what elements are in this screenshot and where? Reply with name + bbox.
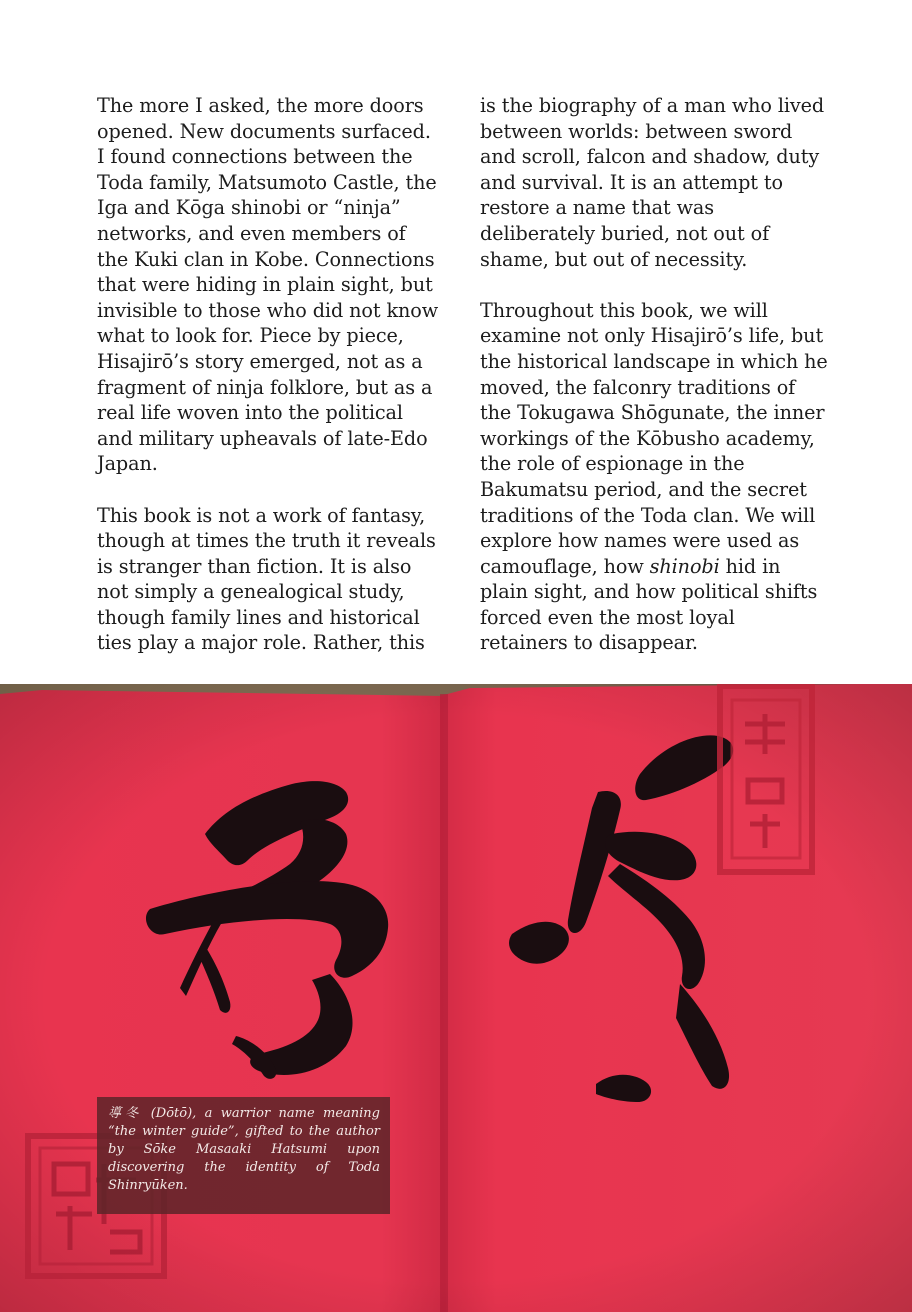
paragraph: This book is not a work of fantasy, though at times the truth it reveals is stranger than fiction. It is also not simply a genealogical study, though family lines and historical ties play a major role. Rather, this <box>97 503 436 655</box>
right-column <box>480 93 828 682</box>
text-run: hid in plain sight, and how political shifts forced even the most loyal retainers to disappear. <box>480 554 818 655</box>
paragraph: is the biography of a man who lived between worlds: between sword and scroll, falcon and shadow, duty and survival. It is an attempt to restore a name that was deliberately buried, not out of shame, but out of necessity. <box>480 94 825 271</box>
italic-term: shinobi <box>649 554 720 578</box>
paragraph <box>480 298 828 656</box>
photo-caption <box>97 1097 390 1214</box>
left-column <box>97 93 442 682</box>
paragraph: The more I asked, the more doors opened. New documents surfaced. I found connections between the Toda family, Matsumoto Castle, the Iga and Kōga shinobi or “ninja” networks, and even members of the Kuki clan in Kobe. Connections that were hiding in plain sight, but invisible to those who did not know what to look for. Piece by piece, Hisajirō’s story emerged, not as a fragment of ninja folklore, but as a real life woven into the political and military upheavals of late-Edo Japan. <box>97 94 439 476</box>
text-run: Throughout this book, we will examine not only Hisajirō’s life, but the historical landscape in which he moved, the falconry traditions of the Tokugawa Shōgunate, the inner workings of the Kōbusho academy, the role of espionage in the Bakumatsu period, and the secret traditions of the Toda clan. We will explore how names were used as camouflage, how <box>480 298 828 578</box>
calligraphy-photo <box>0 684 912 1312</box>
caption-text: 導冬 (Dōtō), a warrior name meaning “the winter guide”, gifted to the author by Sōke Masaaki Hatsumi upon discovering the identity of Toda Shinryūken. <box>108 1106 380 1193</box>
